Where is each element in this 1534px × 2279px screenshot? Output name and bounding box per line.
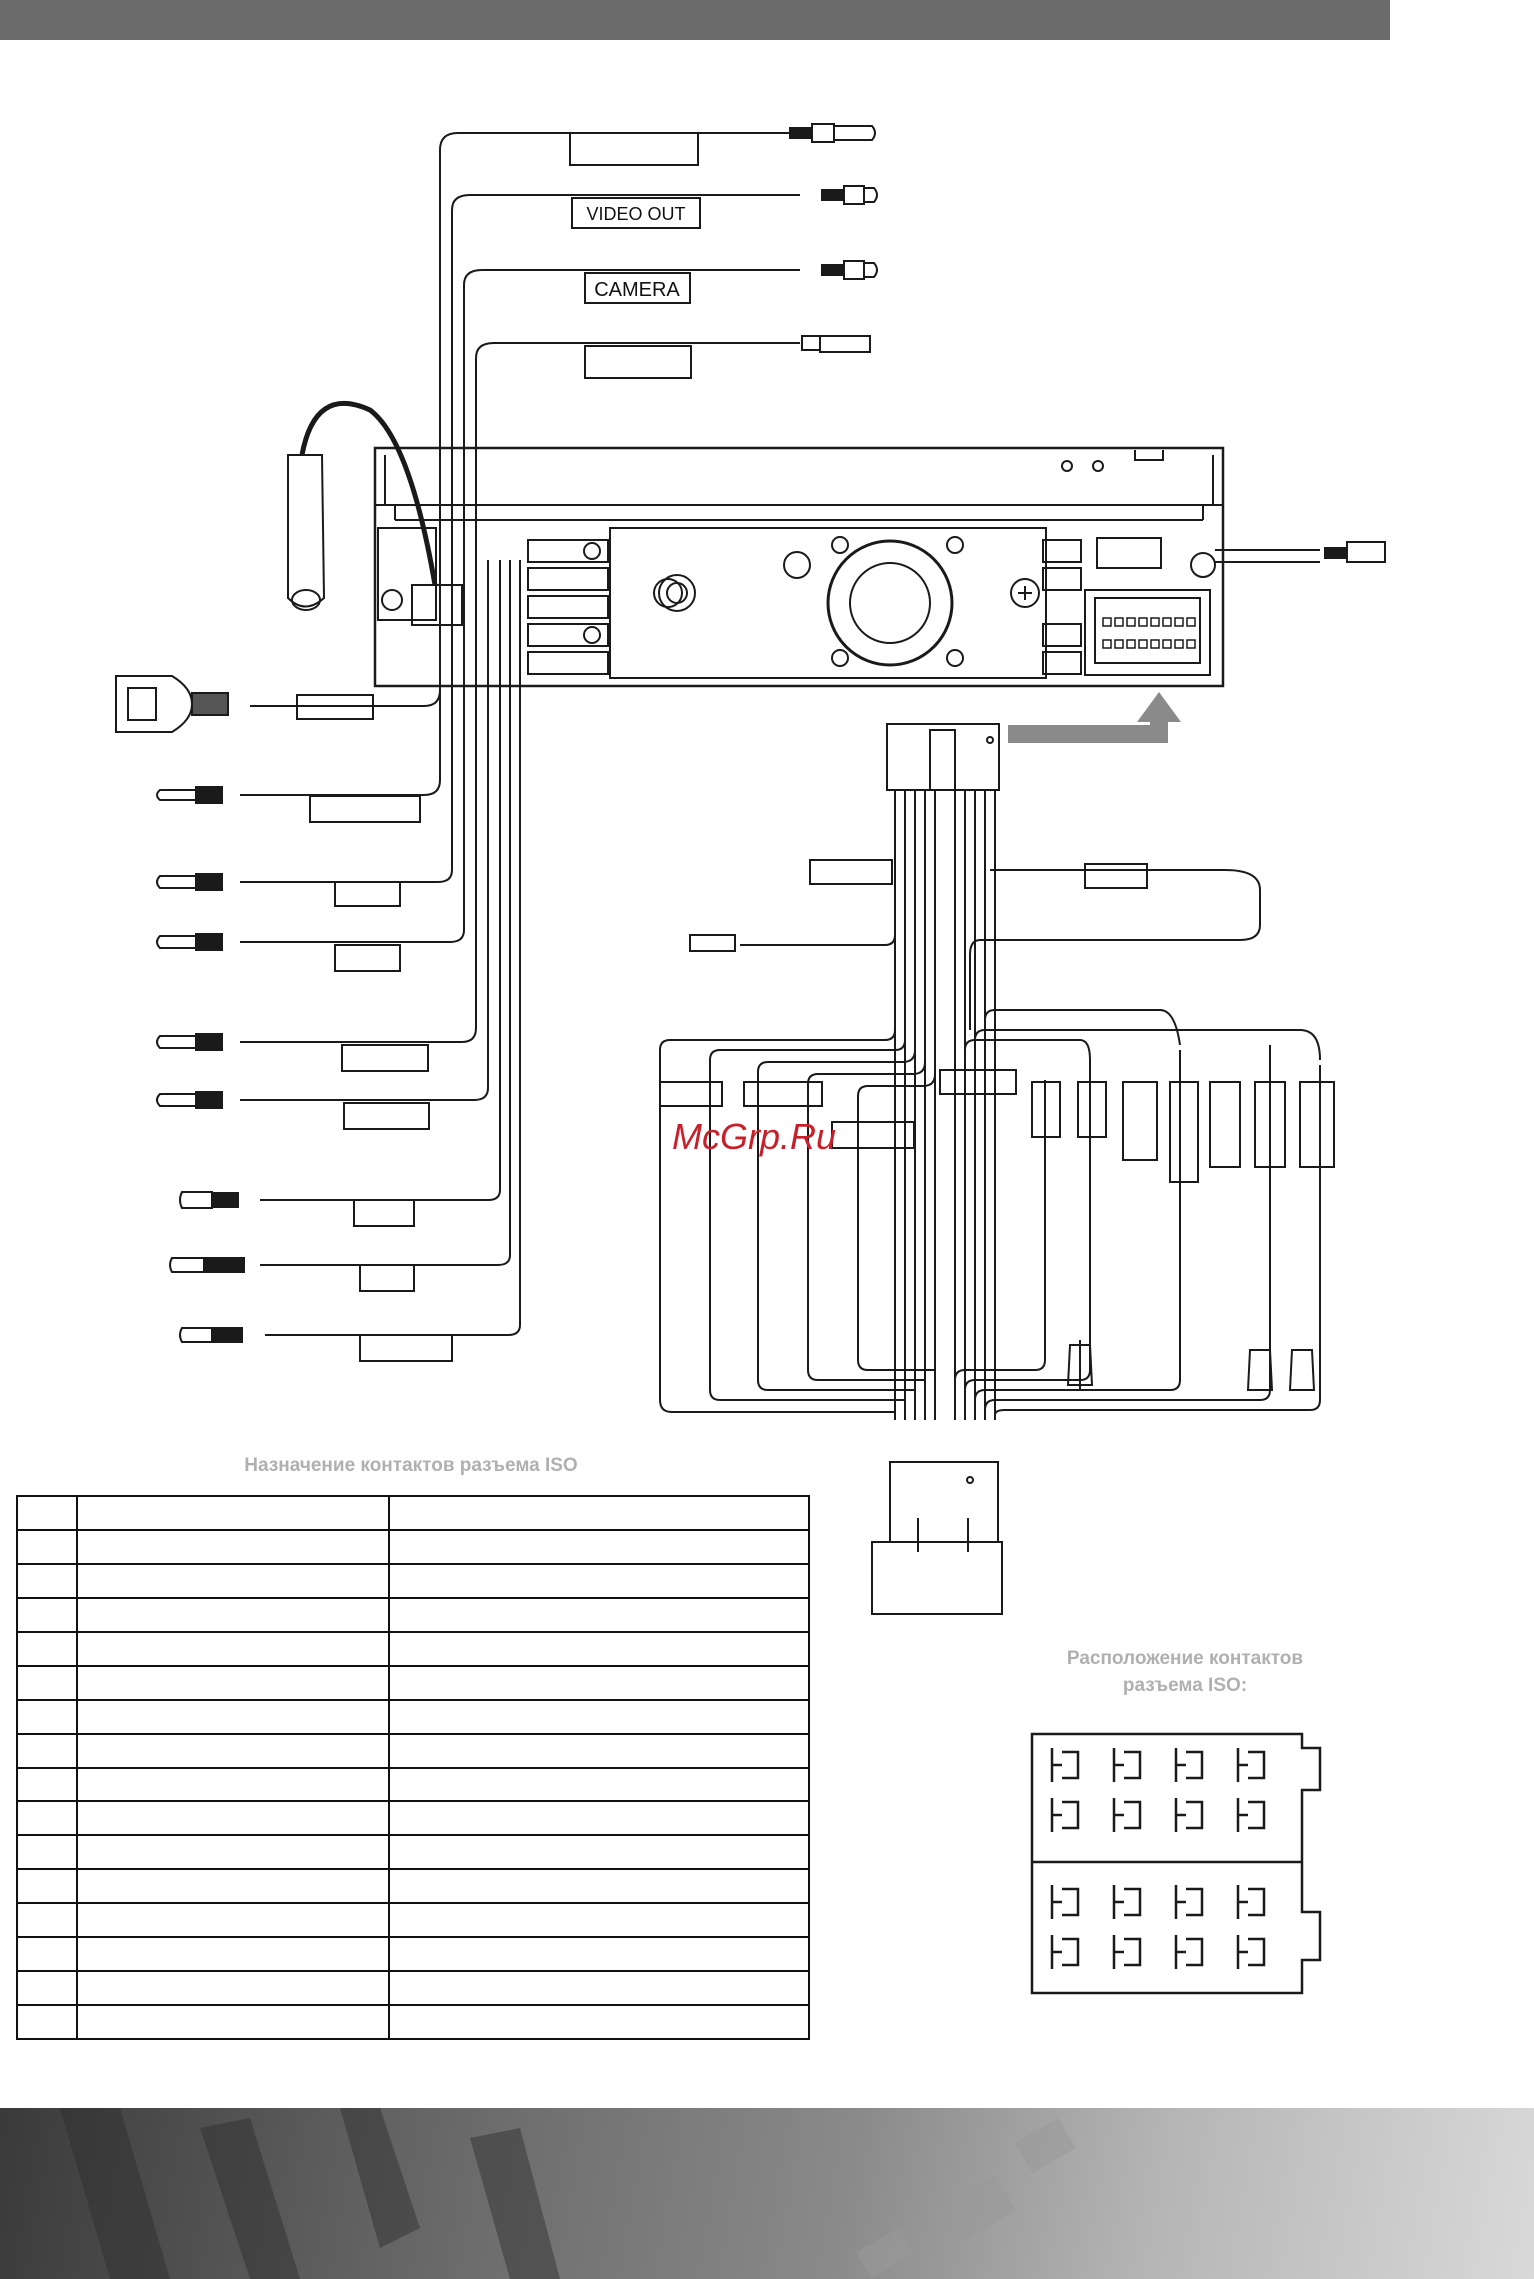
table-cell <box>77 1937 389 1971</box>
table-cell <box>77 1632 389 1666</box>
table-cell <box>77 1869 389 1903</box>
table-row <box>17 1564 809 1598</box>
table-row <box>17 2005 809 2039</box>
table-cell <box>77 2005 389 2039</box>
left-wire-bundle <box>240 560 520 1361</box>
table-row <box>17 1496 809 1530</box>
table-cell <box>389 1632 809 1666</box>
table-cell <box>17 1734 77 1768</box>
spade-connector-icon <box>690 935 735 951</box>
table-row <box>17 1598 809 1632</box>
table-row <box>17 1801 809 1835</box>
iso-layout-title <box>1000 1645 1370 1699</box>
table-row <box>17 1530 809 1564</box>
table-cell <box>17 1801 77 1835</box>
rca-plug-icon <box>157 787 222 803</box>
table-cell <box>389 1937 809 1971</box>
table-row <box>17 1971 809 2005</box>
table-cell <box>77 1971 389 2005</box>
table-cell <box>389 2005 809 2039</box>
table-cell <box>17 1632 77 1666</box>
table-cell <box>17 1768 77 1802</box>
rca-plug-icon <box>170 1258 244 1272</box>
rca-plug-icon <box>157 934 222 950</box>
iso-layout-title-line2: разъема ISO: <box>1122 1675 1248 1696</box>
table-cell <box>17 1598 77 1632</box>
table-cell <box>17 2005 77 2039</box>
table-cell <box>389 1869 809 1903</box>
table-cell <box>389 1530 809 1564</box>
top-label-box-1 <box>570 133 698 165</box>
rca-plug-icon <box>822 186 877 204</box>
rca-plug-icon <box>822 261 877 279</box>
iso-layout-title-line1: Расположение контактов <box>1066 1648 1304 1669</box>
table-cell <box>389 1801 809 1835</box>
table-row <box>17 1632 809 1666</box>
rca-plug-icon <box>790 124 875 142</box>
table-cell <box>389 1564 809 1598</box>
table-cell <box>17 1564 77 1598</box>
table-cell <box>77 1903 389 1937</box>
table-cell <box>17 1530 77 1564</box>
rca-plug-icon <box>180 1192 238 1208</box>
camera-label: CAMERA <box>594 279 680 301</box>
head-unit-rear <box>375 448 1385 686</box>
table-row <box>17 1768 809 1802</box>
table-row <box>17 1937 809 1971</box>
table-cell <box>17 1903 77 1937</box>
table-cell <box>389 1768 809 1802</box>
iso-pin-layout <box>1032 1734 1320 1993</box>
spade-connector-icon <box>1290 1350 1314 1390</box>
iso-pin-table <box>16 1495 810 2040</box>
table-cell <box>77 1564 389 1598</box>
table-cell <box>77 1768 389 1802</box>
iso-table-title: Назначение контактов разъема ISO <box>244 1455 578 1476</box>
footer-band <box>0 2108 1534 2279</box>
microphone-icon <box>288 403 435 610</box>
table-cell <box>389 1700 809 1734</box>
iso-harness <box>660 724 1334 1614</box>
table-row <box>17 1835 809 1869</box>
table-row <box>17 1734 809 1768</box>
table-cell <box>77 1700 389 1734</box>
table-cell <box>389 1598 809 1632</box>
table-cell <box>389 1666 809 1700</box>
top-label-box-4 <box>585 346 691 378</box>
table-cell <box>17 1937 77 1971</box>
footer-texture <box>0 2108 1534 2279</box>
rca-plug-icon <box>157 1092 222 1108</box>
table-cell <box>17 1496 77 1530</box>
rca-plug-icon <box>180 1328 242 1342</box>
table-cell <box>77 1734 389 1768</box>
table-cell <box>389 1903 809 1937</box>
table-cell <box>77 1835 389 1869</box>
table-cell <box>389 1835 809 1869</box>
watermark: McGrp.Ru <box>672 1116 837 1157</box>
spade-connector-icon <box>802 336 870 352</box>
table-cell <box>389 1496 809 1530</box>
table-row <box>17 1700 809 1734</box>
table-row <box>17 1869 809 1903</box>
table-cell <box>389 1734 809 1768</box>
rca-plug-icon <box>157 874 222 890</box>
rca-plug-icon <box>157 1034 222 1050</box>
spade-connector-icon <box>1248 1350 1272 1390</box>
table-cell <box>77 1530 389 1564</box>
table-cell <box>77 1598 389 1632</box>
table-cell <box>77 1496 389 1530</box>
table-cell <box>17 1835 77 1869</box>
table-cell <box>77 1666 389 1700</box>
table-cell <box>17 1971 77 2005</box>
top-connectors <box>440 124 877 560</box>
usb-plug-icon <box>116 676 228 732</box>
table-cell <box>17 1869 77 1903</box>
table-cell <box>389 1971 809 2005</box>
arrow-icon <box>1008 692 1181 743</box>
table-row <box>17 1666 809 1700</box>
table-row <box>17 1903 809 1937</box>
table-cell <box>17 1666 77 1700</box>
table-cell <box>17 1700 77 1734</box>
table-cell <box>77 1801 389 1835</box>
video-out-label: VIDEO OUT <box>586 204 686 224</box>
